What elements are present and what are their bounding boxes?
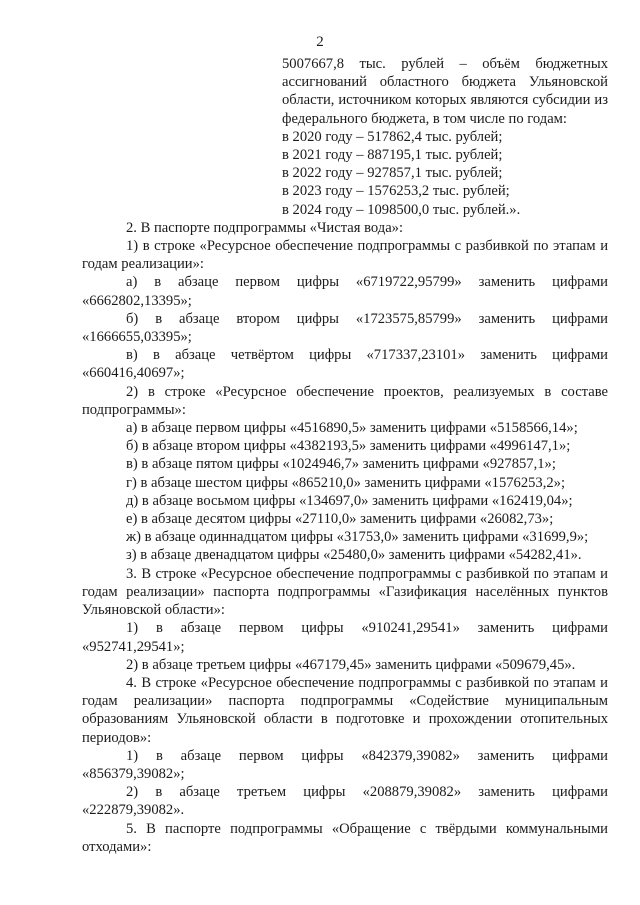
document-body [82,55,608,856]
subclause: з) в абзаце двенадцатом цифры «25480,0» заменить цифрами «54282,41». [126,547,582,564]
subclause: а) в абзаце первом цифры «6719722,95799» заменить цифрами «6662802,13395»; [82,274,608,309]
continuation-line: в 2021 году – 887195,1 тыс. рублей; [282,147,503,164]
continuation-line: в 2020 году – 517862,4 тыс. рублей; [282,128,503,145]
clause: 2) в строке «Ресурсное обеспечение проектов, реализуемых в составе подпрограммы»: [82,383,608,418]
clause: 1) в строке «Ресурсное обеспечение подпрограммы с разбивкой по этапам и годам реализации»: [82,238,608,273]
continuation-line: в 2024 году – 1098500,0 тыс. рублей.». [282,201,521,218]
section-heading: 3. В строке «Ресурсное обеспечение подпрограммы с разбивкой по этапам и годам реализации» паспорта подпрограммы «Газификация населённых пунктов Ульяновской области»: [82,565,608,619]
subclause: ж) в абзаце одиннадцатом цифры «31753,0» заменить цифрами «31699,9»; [126,529,589,546]
continuation-line: 5007667,8 тыс. рублей – объём бюджетных ассигнований областного бюджета Ульяновской области, источником которых являются субсидии из федерального бюджета, в том числе по годам: [282,56,608,127]
subclause: б) в абзаце втором цифры «4382193,5» заменить цифрами «4996147,1»; [126,438,571,455]
clause: 1) в абзаце первом цифры «842379,39082» заменить цифрами «856379,39082»; [82,747,608,782]
subclause: а) в абзаце первом цифры «4516890,5» заменить цифрами «5158566,14»; [126,420,578,437]
continuation-block [282,55,608,219]
section-heading: 2. В паспорте подпрограммы «Чистая вода»: [126,219,404,236]
section-heading: 4. В строке «Ресурсное обеспечение подпрограммы с разбивкой по этапам и годам реализации» паспорта подпрограммы «Содействие муниципальным образованиям Ульяновской области в подготовке и прохождении отопительных периодов»: [82,674,608,746]
subclause: б) в абзаце втором цифры «1723575,85799» заменить цифрами «1666655,03395»; [82,310,608,346]
amendment-list [82,219,608,856]
subclause: в) в абзаце пятом цифры «1024946,7» заменить цифрами «927857,1»; [126,456,556,473]
subclause: г) в абзаце шестом цифры «865210,0» заменить цифрами «1576253,2»; [126,474,566,491]
subclause: д) в абзаце восьмом цифры «134697,0» заменить цифрами «162419,04»; [126,492,573,509]
subclause: в) в абзаце четвёртом цифры «717337,23101» заменить цифрами «660416,40697»; [82,347,608,382]
subclause: е) в абзаце десятом цифры «27110,0» заменить цифрами «26082,73»; [126,511,554,528]
section-heading: 5. В паспорте подпрограммы «Обращение с твёрдыми коммунальными отходами»: [82,820,608,855]
clause: 2) в абзаце третьем цифры «467179,45» заменить цифрами «509679,45». [126,656,576,673]
clause: 2) в абзаце третьем цифры «208879,39082» заменить цифрами «222879,39082». [82,784,608,819]
continuation-line: в 2023 году – 1576253,2 тыс. рублей; [282,183,510,200]
page-number: 2 [316,34,324,50]
clause: 1) в абзаце первом цифры «910241,29541» заменить цифрами «952741,29541»; [82,620,608,655]
continuation-line: в 2022 году – 927857,1 тыс. рублей; [282,165,503,182]
